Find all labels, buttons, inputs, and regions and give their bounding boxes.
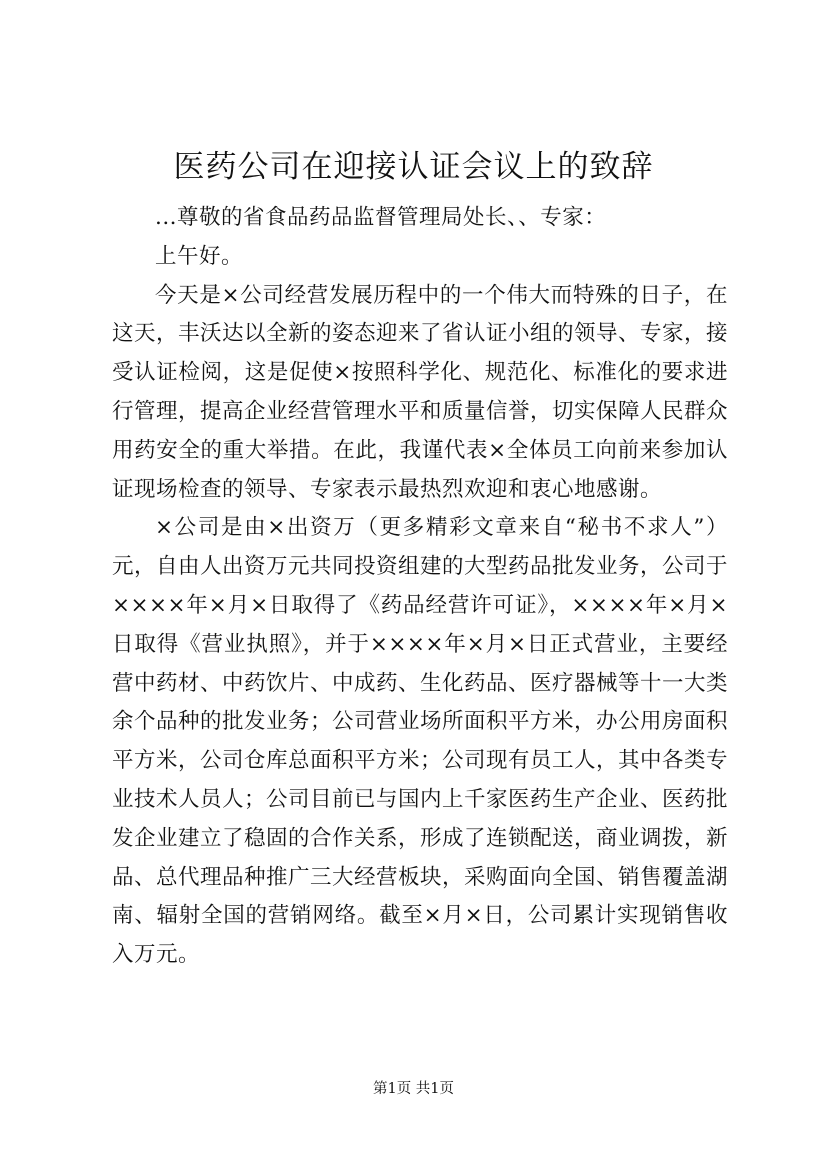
document-title: 医药公司在迎接认证会议上的致辞 (173, 149, 654, 185)
greeting: 上午好。 (155, 243, 244, 269)
salutation: ...尊敬的省食品药品监督管理局处长、、专家： (155, 205, 607, 230)
page-footer: 第1页 共1页 (372, 1081, 455, 1097)
document-body (112, 199, 728, 975)
paragraph-company-intro: ×公司是由×出资万（更多精彩文章来自“秘书不求人”）元，自由人出资万元共同投资组建的大型药品批发业务，公司于××××年×月×日取得了《药品经营许可证》，××××年×月×日取得《营业执照》，并于××××年×月×日正式营业，主要经营中药材、中药饮片、中成药、生化药品、医疗器械等十一大类余个品种的批发业务；公司营业场所面积平方米，办公用房面积平方米，公司仓库总面积平方米；公司现有员工人，其中各类专业技术人员人；公司目前已与国内上千家医药生产企业、医药批发企业建立了稳固的合作关系，形成了连锁配送，商业调拨，新品、总代理品种推广三大经营板块，采购面向全国、销售覆盖湖南、辐射全国的营销网络。截至×月×日，公司累计实现销售收入万元。 (112, 515, 729, 968)
paragraph-welcome: 今天是×公司经营发展历程中的一个伟大而特殊的日子，在这天，丰沃达以全新的姿态迎来了省认证小组的领导、专家，接受认证检阅，这是促使×按照科学化、规范化、标准化的要求进行管理，提高企业经营管理水平和质量信誉，切实保障人民群众用药安全的重大举措。在此，我谨代表×全体员工向前来参加认证现场检查的领导、专家表示最热烈欢迎和衷心地感谢。 (112, 282, 729, 502)
